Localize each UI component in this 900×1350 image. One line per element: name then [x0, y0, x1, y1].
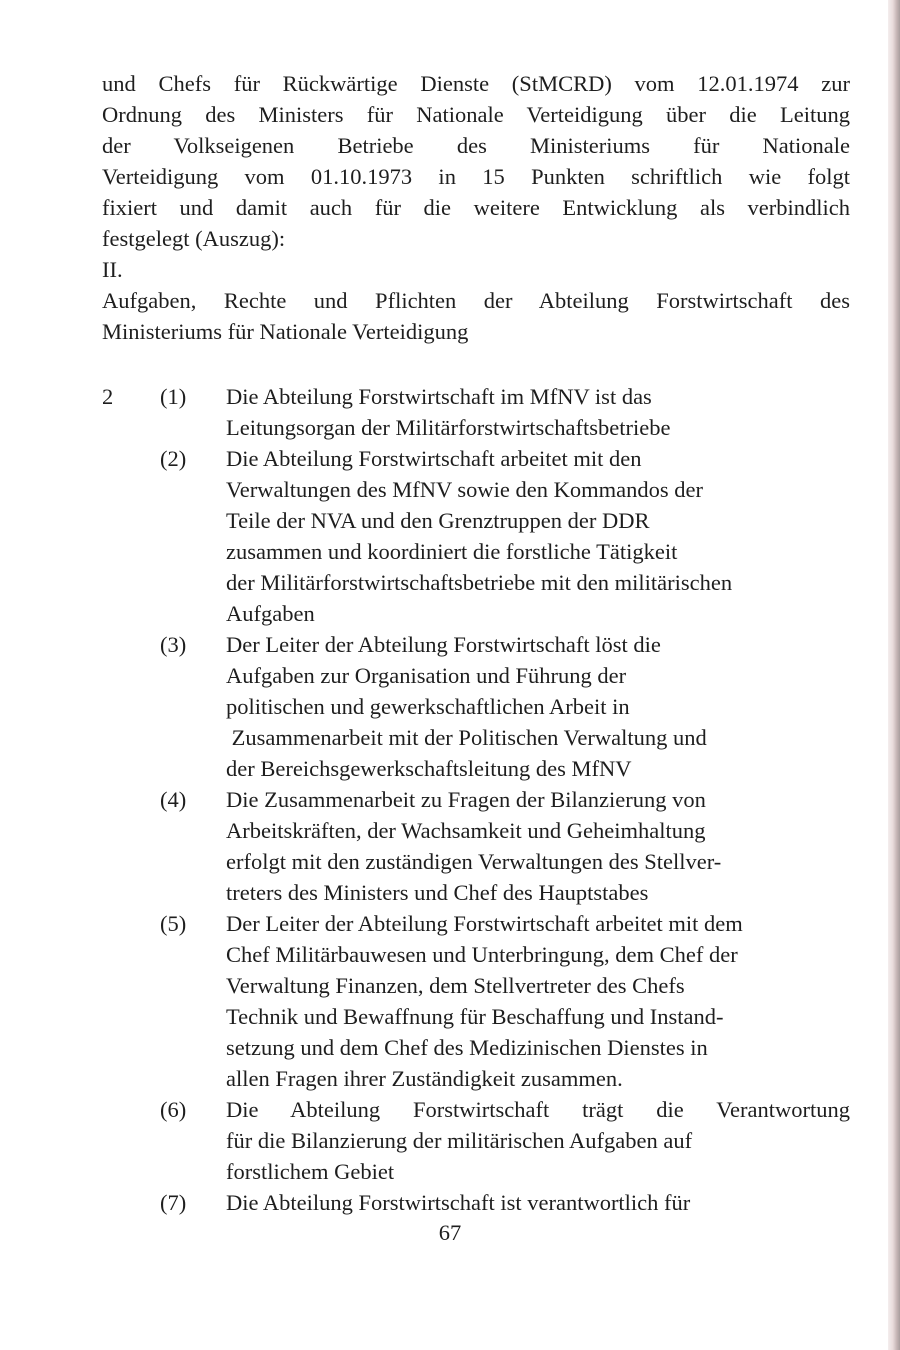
item-text-line: Leitungsorgan der Militärforstwirtschaftsbetriebe	[226, 415, 671, 440]
intro-line: und Chefs für Rückwärtige Dienste (StMCRD) vom 12.01.1974 zur	[102, 71, 850, 96]
item-text-line: Aufgaben zur Organisation und Führung der	[226, 663, 627, 688]
item-text-line: politischen und gewerkschaftlichen Arbeit in	[226, 694, 630, 719]
section-heading	[102, 285, 850, 347]
item-text-line: erfolgt mit den zuständigen Verwaltungen des Stellver-	[226, 849, 722, 874]
item-text-line: Die Abteilung Forstwirtschaft im MfNV ist das	[226, 384, 652, 409]
item-text-line: Der Leiter der Abteilung Forstwirtschaft löst die	[226, 632, 661, 657]
item-text-line: Die Abteilung Forstwirtschaft arbeitet mit den	[226, 446, 642, 471]
item-text-line: Arbeitskräften, der Wachsamkeit und Geheimhaltung	[226, 818, 706, 843]
item-text	[226, 1094, 850, 1187]
page-edge-shadow	[888, 0, 900, 1350]
item-text-line: Der Leiter der Abteilung Forstwirtschaft arbeitet mit dem	[226, 911, 743, 936]
item-text-line: Teile der NVA und den Grenztruppen der DDR	[226, 508, 650, 533]
item-text-line: Technik und Bewaffnung für Beschaffung und Instand-	[226, 1004, 724, 1029]
list-item	[102, 629, 850, 784]
item-text-line: Verwaltung Finanzen, dem Stellvertreter des Chefs	[226, 973, 685, 998]
item-text	[226, 1187, 850, 1218]
intro-line: festgelegt (Auszug):	[102, 226, 286, 251]
item-text-line: Zusammenarbeit mit der Politischen Verwaltung und	[226, 725, 707, 750]
item-text-line: Verwaltungen des MfNV sowie den Kommandos der	[226, 477, 703, 502]
item-number: (4)	[160, 787, 187, 812]
item-number: (3)	[160, 632, 187, 657]
list-item	[102, 1094, 850, 1187]
list-item	[102, 908, 850, 1094]
document-page	[102, 68, 850, 347]
item-number: (5)	[160, 911, 187, 936]
item-text-line: forstlichem Gebiet	[226, 1159, 395, 1184]
item-text-line: allen Fragen ihrer Zuständigkeit zusammen.	[226, 1066, 623, 1091]
item-number: (2)	[160, 446, 187, 471]
list-item	[102, 443, 850, 629]
intro-paragraph	[102, 68, 850, 254]
list-item	[102, 1187, 850, 1218]
intro-line: Ordnung des Ministers für Nationale Verteidigung über die Leitung	[102, 102, 850, 127]
intro-line: Verteidigung vom 01.10.1973 in 15 Punkten schriftlich wie folgt	[102, 164, 850, 189]
section-heading-line: Aufgaben, Rechte und Pflichten der Abteilung Forstwirtschaft des	[102, 288, 850, 313]
item-text	[226, 908, 850, 1094]
item-text	[226, 443, 850, 629]
item-text-line: setzung und dem Chef des Medizinischen Dienstes in	[226, 1035, 708, 1060]
list-item	[102, 381, 850, 443]
item-text-line: für die Bilanzierung der militärischen Aufgaben auf	[226, 1128, 693, 1153]
item-text-line: Aufgaben	[226, 601, 315, 626]
item-number: (6)	[160, 1097, 187, 1122]
item-text	[226, 381, 850, 443]
section-numeral: II.	[102, 257, 123, 282]
intro-line: fixiert und damit auch für die weitere Entwicklung als verbindlich	[102, 195, 850, 220]
item-number: (1)	[160, 384, 187, 409]
list-item	[102, 784, 850, 908]
item-text-line: der Militärforstwirtschaftsbetriebe mit den militärischen	[226, 570, 733, 595]
intro-line: der Volkseigenen Betriebe des Ministeriums für Nationale	[102, 133, 850, 158]
item-text-line: zusammen und koordiniert die forstliche Tätigkeit	[226, 539, 678, 564]
item-number: (7)	[160, 1190, 187, 1215]
item-text-line: Die Abteilung Forstwirtschaft trägt die Verantwortung	[226, 1097, 850, 1122]
item-text-line: der Bereichsgewerkschaftsleitung des MfNV	[226, 756, 632, 781]
page-number: 67	[438, 1220, 462, 1245]
item-text-line: treters des Ministers und Chef des Hauptstabes	[226, 880, 649, 905]
item-text-line: Die Zusammenarbeit zu Fragen der Bilanzierung von	[226, 787, 706, 812]
numbered-list	[102, 381, 850, 1218]
section-number: 2	[102, 384, 114, 409]
item-text	[226, 629, 850, 784]
item-text-line: Die Abteilung Forstwirtschaft ist verantwortlich für	[226, 1190, 691, 1215]
item-text-line: Chef Militärbauwesen und Unterbringung, dem Chef der	[226, 942, 738, 967]
section-heading-line: Ministeriums für Nationale Verteidigung	[102, 319, 469, 344]
item-text	[226, 784, 850, 908]
